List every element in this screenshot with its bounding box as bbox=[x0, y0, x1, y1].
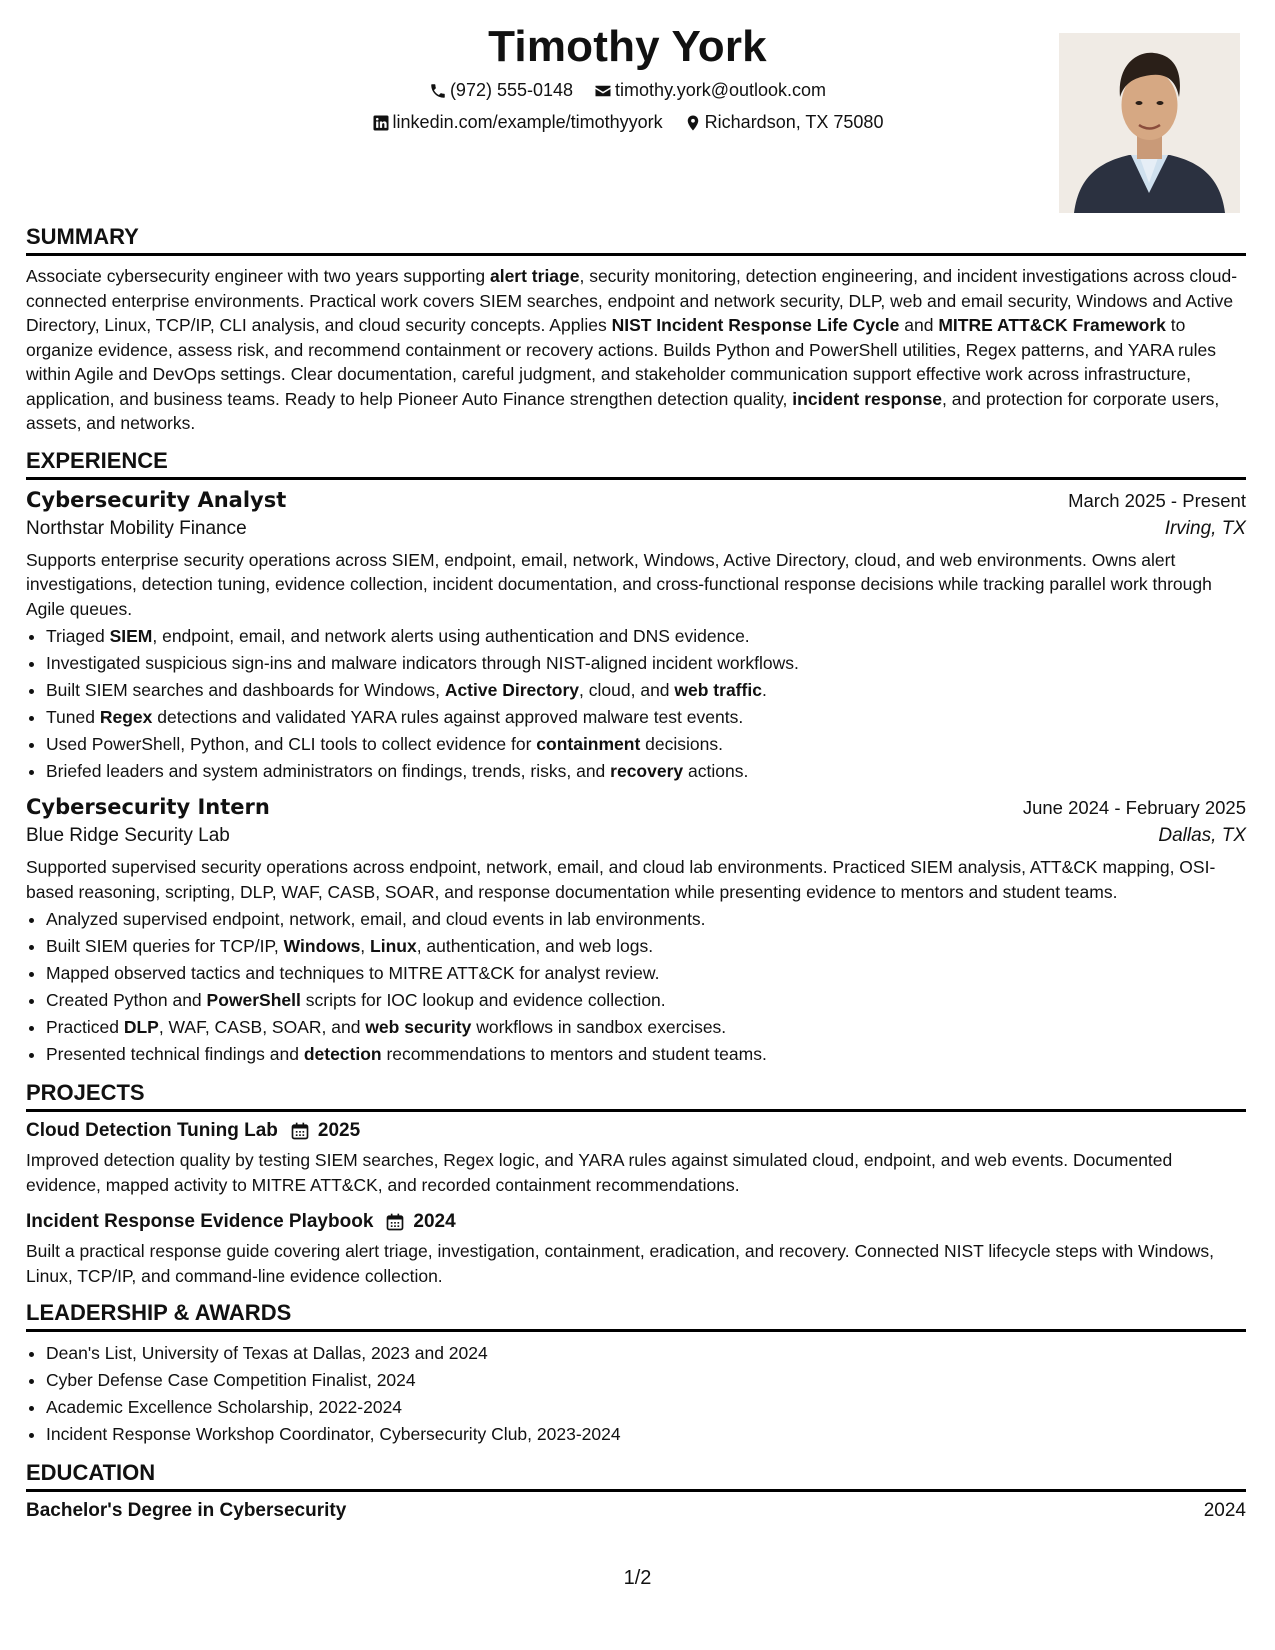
job-entry bbox=[26, 488, 1246, 786]
education-year: 2024 bbox=[1203, 1500, 1246, 1521]
phone-text: (972) 555-0148 bbox=[449, 80, 574, 100]
list-item: • Practiced DLP, WAF, CASB, SOAR, and web security workflows in sandbox exercises. bbox=[46, 1014, 1246, 1041]
calendar-icon bbox=[290, 1121, 310, 1141]
project-title: Cloud Detection Tuning Lab bbox=[26, 1120, 278, 1141]
job-dates: March 2025 - Present bbox=[1068, 489, 1246, 511]
leadership-list bbox=[26, 1340, 1246, 1448]
list-item: • Briefed leaders and system administrators on findings, trends, risks, and recovery actions. bbox=[46, 758, 1246, 785]
job-company: Blue Ridge Security Lab bbox=[26, 825, 230, 846]
list-item: • Built SIEM searches and dashboards for Windows, Active Directory, cloud, and web traffic. bbox=[46, 677, 1246, 704]
list-item: • Cyber Defense Case Competition Finalist, 2024 bbox=[46, 1367, 1246, 1394]
email-contact[interactable] bbox=[594, 80, 826, 101]
list-item: • Created Python and PowerShell scripts for IOC lookup and evidence collection. bbox=[46, 987, 1246, 1014]
list-item: • Tuned Regex detections and validated YARA rules against approved malware test events. bbox=[46, 704, 1246, 731]
linkedin-text[interactable]: linkedin.com/example/timothyyork bbox=[392, 112, 663, 132]
job-description: Supported supervised security operations across endpoint, network, email, and cloud lab environments. Practiced SIEM analysis, ATT&CK mapping, OSI-based reasoning, scripting, DLP, WAF, CASB, SOAR, and response documentation while presenting evidence to mentors and student teams. bbox=[26, 857, 1216, 902]
education-heading: EDUCATION bbox=[26, 1460, 1246, 1492]
project-title: Incident Response Evidence Playbook bbox=[26, 1211, 374, 1232]
map-pin-icon bbox=[684, 114, 702, 132]
list-item: • Analyzed supervised endpoint, network, email, and cloud events in lab environments. bbox=[46, 906, 1246, 933]
project-year: 2025 bbox=[317, 1120, 361, 1141]
education-degree: Bachelor's Degree in Cybersecurity bbox=[26, 1500, 347, 1521]
linkedin-contact[interactable] bbox=[372, 112, 663, 133]
job-dates: June 2024 - February 2025 bbox=[1022, 797, 1246, 818]
education-entry bbox=[26, 1500, 1246, 1522]
profile-photo bbox=[1059, 33, 1240, 213]
phone-contact bbox=[429, 80, 573, 101]
list-item: • Built SIEM queries for TCP/IP, Windows, Linux, authentication, and web logs. bbox=[46, 933, 1246, 960]
calendar-icon bbox=[385, 1212, 405, 1232]
job-description: Supports enterprise security operations across SIEM, endpoint, email, network, Windows, Active Directory, cloud, and web environments. Owns alert investigations, detection tuning, evidence collection, incident documentation, and cross-functional response decisions while tracking parallel work through Agile queues. bbox=[26, 549, 1212, 619]
project-description: Improved detection quality by testing SIEM searches, Regex logic, and YARA rules against simulated cloud, endpoint, and web events. Documented evidence, mapped activity to MITRE ATT&CK, and recorded containment recommendations. bbox=[26, 1150, 1173, 1195]
project-description: Built a practical response guide covering alert triage, investigation, containment, eradication, and recovery. Connected NIST lifecycle steps with Windows, Linux, TCP/IP, and command-line evidence collection. bbox=[26, 1241, 1215, 1286]
list-item: • Incident Response Workshop Coordinator, Cybersecurity Club, 2023-2024 bbox=[46, 1421, 1246, 1448]
job-bullets bbox=[26, 623, 1246, 785]
location-text: Richardson, TX 75080 bbox=[704, 112, 884, 132]
list-item: • Triaged SIEM, endpoint, email, and network alerts using authentication and DNS evidence. bbox=[46, 623, 1246, 650]
portrait-image bbox=[1059, 33, 1240, 213]
list-item: • Dean's List, University of Texas at Dallas, 2023 and 2024 bbox=[46, 1340, 1246, 1367]
job-bullets bbox=[26, 906, 1246, 1068]
job-location: Irving, TX bbox=[1164, 517, 1246, 539]
phone-icon bbox=[429, 82, 447, 100]
list-item: • Investigated suspicious sign-ins and malware indicators through NIST-aligned incident workflows. bbox=[46, 650, 1246, 677]
project-entry bbox=[26, 1211, 1246, 1288]
job-title: Cybersecurity Intern bbox=[26, 795, 270, 819]
email-text[interactable]: timothy.york@outlook.com bbox=[615, 80, 827, 100]
summary-paragraph: Associate cybersecurity engineer with two years supporting alert triage, security monitoring, detection engineering, and incident investigations across cloud-connected enterprise environments. Practical work covers SIEM searches, endpoint and network security, DLP, web and email security, Windows and Active Directory, Linux, TCP/IP, CLI analysis, and cloud security concepts. Applies NIST Incident Response Life Cycle and MITRE ATT&CK Framework to organize evidence, assess risk, and recommend containment or recovery actions. Builds Python and PowerShell utilities, Regex patterns, and YARA rules within Agile and DevOps settings. Clear documentation, careful judgment, and stakeholder communication support effective work across infrastructure, application, and business teams. Ready to help Pioneer Auto Finance strengthen detection quality, incident response, and protection for corporate users, assets, and networks. bbox=[26, 266, 1238, 433]
candidate-name: Timothy York bbox=[488, 22, 767, 71]
job-company: Northstar Mobility Finance bbox=[26, 517, 247, 539]
job-location: Dallas, TX bbox=[1158, 825, 1246, 846]
resume-content bbox=[26, 224, 1246, 1522]
summary-heading: SUMMARY bbox=[26, 224, 1246, 256]
list-item: • Mapped observed tactics and techniques to MITRE ATT&CK for analyst review. bbox=[46, 960, 1246, 987]
project-year: 2024 bbox=[413, 1211, 456, 1232]
linkedin-icon bbox=[372, 114, 390, 132]
envelope-icon bbox=[594, 82, 612, 100]
leadership-heading: LEADERSHIP & AWARDS bbox=[26, 1300, 1246, 1332]
list-item: • Used PowerShell, Python, and CLI tools to collect evidence for containment decisions. bbox=[46, 731, 1246, 758]
experience-heading: EXPERIENCE bbox=[26, 448, 1246, 480]
job-entry bbox=[26, 795, 1246, 1068]
projects-heading: PROJECTS bbox=[26, 1080, 1246, 1112]
page-number: 1/2 bbox=[623, 1567, 652, 1589]
job-title: Cybersecurity Analyst bbox=[26, 487, 287, 512]
list-item: • Presented technical findings and detection recommendations to mentors and student teams. bbox=[46, 1041, 1246, 1068]
location-contact bbox=[684, 112, 884, 133]
list-item: • Academic Excellence Scholarship, 2022-2024 bbox=[46, 1394, 1246, 1421]
project-entry bbox=[26, 1120, 1246, 1197]
